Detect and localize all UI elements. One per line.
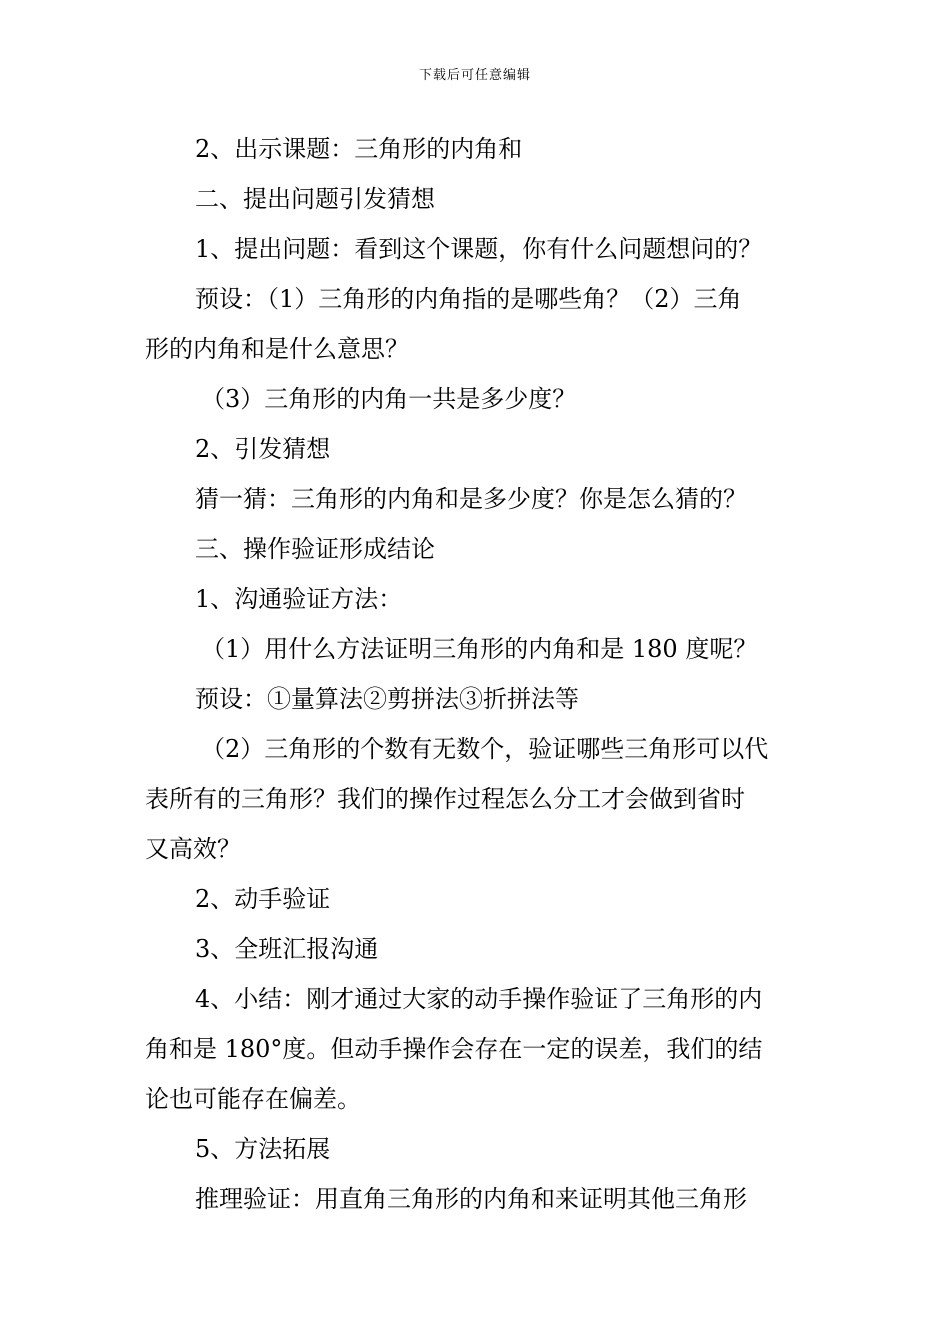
text-line: 表所有的三角形？我们的操作过程怎么分工才会做到省时 [145, 785, 745, 813]
text-line: 5、方法拓展 [195, 1135, 331, 1163]
text-line: 4、小结：刚才通过大家的动手操作验证了三角形的内 [195, 985, 763, 1013]
text-line: 3、全班汇报沟通 [195, 935, 379, 963]
section-heading: 二、提出问题引发猜想 [195, 185, 435, 213]
section-heading: 三、操作验证形成结论 [195, 535, 435, 563]
text-line: （3）三角形的内角一共是多少度？ [201, 385, 577, 413]
page-header: 下载后可任意编辑 [418, 68, 531, 83]
text-line: 预设：①量算法②剪拼法③折拼法等 [195, 685, 579, 713]
text-line: 形的内角和是什么意思？ [145, 335, 409, 363]
text-line: （1）用什么方法证明三角形的内角和是 180 度呢？ [201, 635, 758, 663]
text-line: 推理验证：用直角三角形的内角和来证明其他三角形 [195, 1185, 747, 1213]
text-line: 角和是 180°度。但动手操作会存在一定的误差，我们的结 [145, 1035, 763, 1063]
text-line: 2、出示课题：三角形的内角和 [195, 135, 523, 163]
text-line: 预设：（1）三角形的内角指的是哪些角？（2）三角 [195, 285, 742, 313]
text-line: 猜一猜：三角形的内角和是多少度？你是怎么猜的？ [195, 485, 747, 513]
text-line: 论也可能存在偏差。 [145, 1085, 361, 1113]
text-line: 1、提出问题：看到这个课题，你有什么问题想问的？ [195, 235, 763, 263]
document-body [145, 124, 807, 1224]
text-line: 1、沟通验证方法： [195, 585, 403, 613]
text-line: （2）三角形的个数有无数个，验证哪些三角形可以代 [201, 735, 769, 763]
text-line: 又高效？ [145, 835, 241, 863]
text-line: 2、动手验证 [195, 885, 331, 913]
text-line: 2、引发猜想 [195, 435, 331, 463]
